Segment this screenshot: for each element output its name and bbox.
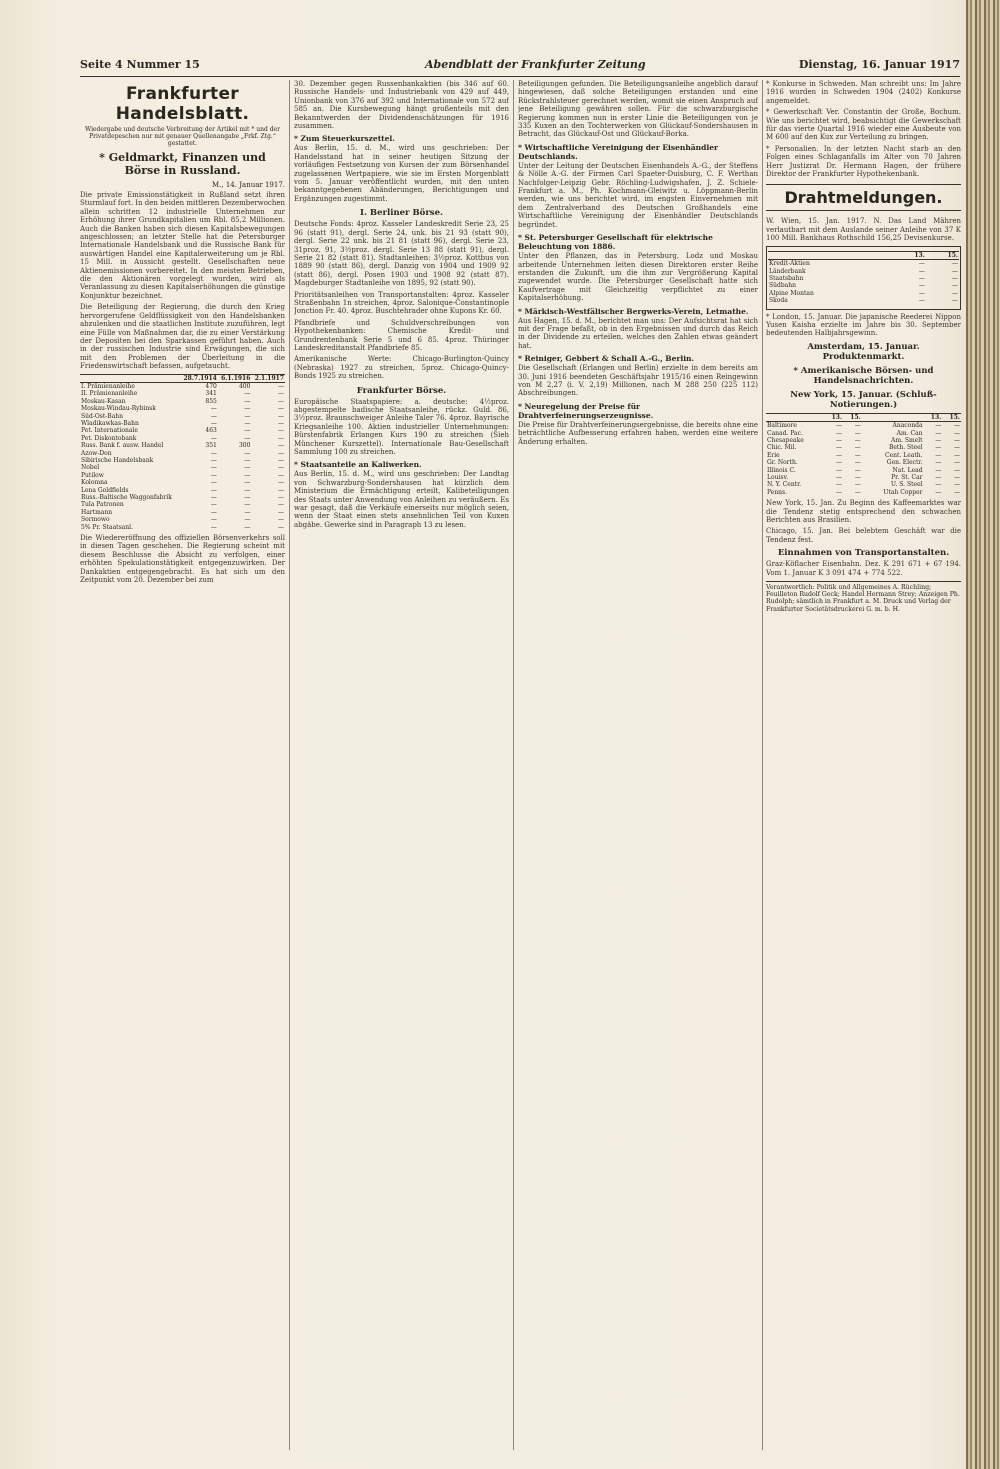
news-note: New York, 15. Jan. Zu Beginn des Kaffeemarktes war die Tendenz stetig entsprechend den schwachen Berichten aus Brasilien. [766, 499, 961, 525]
table-cell: — [244, 457, 251, 464]
table-cell: — [954, 451, 960, 459]
table-cell: — [836, 466, 843, 474]
table-row [768, 260, 959, 268]
table-cell: Russ. Bank f. ausw. Handel [81, 442, 164, 450]
table-cell: — [836, 451, 843, 459]
article-paragraph: Aus Hagen, 15. d. M., berichtet man uns: Der Aufsichtsrat hat sich mit der Frage befaßt, ob in den Ergebnissen und durch das Reich in der Dividende zu erteilen, welches den Zahlen etwas geändert hat. [518, 316, 758, 350]
table-row [80, 450, 285, 457]
table-cell: — [935, 481, 942, 489]
table-row [80, 464, 285, 471]
table-header: 28.7.1914 [180, 374, 218, 382]
table-header [862, 413, 924, 421]
table-cell: Pet. Internationale [81, 427, 138, 435]
table-cell: — [278, 405, 284, 413]
table-cell: — [210, 471, 217, 479]
table-header: 13. [924, 413, 943, 421]
table-cell: Lena Goldfields [81, 486, 129, 494]
table-cell: Cent. Leath. [885, 451, 923, 459]
drahtmeldungen-heading: Drahtmeldungen. [766, 184, 961, 211]
section-heading: Frankfurter Börse. [356, 385, 447, 396]
table-cell: Sibirische Handelsbank [81, 457, 154, 464]
table-cell: — [278, 434, 284, 442]
table-cell: — [244, 501, 251, 509]
article-dateline: M., 14. Januar 1917. [212, 181, 285, 189]
table-cell: Penns. [767, 488, 788, 496]
article-headline: * Wirtschaftliche Vereinigung der Eisenhändler Deutschlands. [518, 142, 718, 161]
table-cell: — [210, 434, 217, 442]
article-paragraph: Unter den Pflanzen, das in Petersburg, Lodz und Moskau arbeitende Unternehmen leiten diesen Direktoren erster Reihe erstanden die Zukunft, um die ihm zur Vergrößerung Kapital zugewendet wurde. Die Petersburger Gesellschaft hatte sich Kaufvertrage mit Gleichzeitig verpflichtet zu einer Kapitalserhöhung. [518, 252, 758, 303]
table-cell: — [244, 412, 251, 420]
table-cell: — [278, 397, 284, 405]
table-cell: Beth. Steel [888, 444, 923, 452]
table-cell: Am. Smelt [891, 436, 923, 444]
column-rule [762, 80, 763, 1450]
article-paragraph: Europäische Staatspapiere: a. deutsche: 4½proz. abgestempelte badische Staatsanleihe, rückz. Guld. 86, 3½proz. Braunschweiger Anleihe Taler 76. 4proz. Bayrische Kriegsanleihe 100. Aktien industrieller Unternehmungen: Bürstenfabrik Erlangen Kurs 190 zu streichen (Sieh Münchener Kurszettel). Internationale Bau-Gesellschaft Sammlung 100 zu streichen. [294, 397, 509, 457]
table-cell: Südbahn [769, 282, 796, 290]
issue-date: Dienstag, 16. Januar 1917 [798, 58, 960, 71]
article-paragraph: Prioritätsanleihen von Transportanstalten: 4proz. Kasseler Straßenbahn 1n streichen, 4proz. Salonique-Constantinople Jonction Fr. 40. 4proz. Buschtehrader ohne Kupons Kr. 60. [294, 290, 509, 316]
table-cell: Utah Copper [883, 488, 923, 496]
imprint: Verantwortlich: Politik und Allgemeines A. Rüchling; Feuilleton Rudolf Geck; Handel Hermann Strey; Anzeigen Ph. Rudolph; sämtlich in Frankfurt a. M. Druck und Verlag der Frankfurter Societätsdruckerei G. m. b. H. [766, 581, 961, 613]
table-cell: — [918, 289, 925, 297]
table-row [766, 489, 961, 496]
table-cell: — [244, 516, 251, 524]
table-row [80, 524, 285, 531]
table-cell: Gr. North. [767, 459, 798, 467]
table-row [766, 437, 961, 444]
article-paragraph: Beteiligungen gefunden. Die Beteiligungsanleihe angeblich darauf hingewiesen, daß solche Beteiligungen erstanden und eine Rückstrahlsteuer gerechnet werden, womit sie einen Anspruch auf jene Beteiligung gewähren sollen. Für die schwarzburgische Regierung kommen nun in erster Linie die Beteiligungen von je 335 Kuxen an den Tochterwerken von Glückauf-Sondershausen in Betracht, das Glückauf-Ost und Glückauf-Borka. [518, 80, 758, 139]
section-heading: Amsterdam, 15. Januar. Produktenmarkt. [807, 341, 920, 362]
newspaper-title: Abendblatt der Frankfurter Zeitung [425, 58, 646, 71]
table-cell: — [278, 390, 284, 398]
table-cell: — [952, 297, 958, 305]
table-row [80, 472, 285, 479]
table-cell: — [954, 466, 960, 474]
table-row [766, 430, 961, 437]
masthead-note: Wiedergabe und deutsche Verbreitung der Artikel mit * und der Privatdepeschen nur mit genauer Quellenangabe „Frkf. Ztg.“ gestattet. [85, 126, 280, 147]
table-row [766, 422, 961, 430]
table-row [80, 435, 285, 442]
table-row [80, 457, 285, 464]
column-rule [289, 80, 290, 1450]
table-row [766, 474, 961, 481]
table-cell: — [935, 466, 942, 474]
table-cell: — [244, 479, 251, 487]
table-row [80, 516, 285, 523]
table-row [766, 467, 961, 474]
table-cell: Alpine Montan [769, 289, 814, 297]
table-header [766, 413, 824, 421]
table-row [80, 413, 285, 420]
page-number-label: Seite 4 Nummer 15 [80, 58, 200, 71]
section-heading: * Amerikanische Börsen- und Handelsnachrichten. [793, 365, 934, 386]
news-note: Graz-Köflacher Eisenbahn. Dez. K 291 671 + 67 194. Vom 1. Januar K 3 091 474 + 774 522. [766, 560, 961, 577]
wien-table-frame [766, 246, 961, 310]
article-headline: * Staatsanteile an Kaliwerken. [294, 460, 422, 470]
table-cell: Tula Patronen [81, 501, 124, 509]
table-cell: — [935, 422, 942, 430]
table-cell: — [836, 459, 843, 467]
table-cell: — [210, 464, 217, 472]
table-cell: — [935, 488, 942, 496]
table-cell: — [244, 494, 251, 502]
table-row [766, 444, 961, 451]
table-cell: — [952, 282, 958, 290]
table-cell: — [836, 436, 843, 444]
article-headline: * Reiniger, Gebbert & Schall A.-G., Berlin. [518, 354, 695, 364]
table-cell: — [954, 422, 960, 430]
table-cell: 470 [205, 382, 217, 390]
table-header: 2.1.1917 [251, 374, 285, 382]
table-cell: Chesapeake [767, 436, 804, 444]
table-cell: 400 [238, 382, 251, 390]
article-paragraph: Aus Berlin, 15. d. M., wird uns geschrieben: Der Handelsstand hat in seiner heutigen Sitzung der vorläufigen Festsetzung von Kursen der zum Börsenhandel zugelassenen Wertpapiere, wie sie im Ersten Morgenblatt vom 5. Januar veröffentlicht wurden, mit den unten bekanntgegebenen Abänderungen, Berichtigungen und Ergänzungen zugestimmt. [294, 144, 509, 203]
new-york-quotes-table [766, 413, 961, 496]
news-note: * London, 15. Januar. Die japanische Reederei Nippon Yusen Kaisha erzielte im Jahre bis 30. September bedeutenden Halbjahrsgewinn. [766, 312, 961, 338]
table-cell: — [935, 451, 942, 459]
table-cell: — [918, 274, 925, 282]
table-cell: Hartmann [81, 508, 113, 516]
table-cell: — [278, 382, 284, 390]
table-cell: — [210, 523, 217, 531]
table-cell: — [244, 419, 251, 427]
table-cell: — [854, 429, 861, 437]
article-paragraph: 30. Dezember gegen Russenbankaktien (bis 346 auf 60. Russische Handels- und Industriebank von 429 auf 449, Unionbank von 376 auf 392 und Internationale von 572 auf 585 an. Die Kursbewegung hängt großenteils mit den Bekanntwerden der Dividendenschätzungen für 1916 zusammen. [294, 80, 509, 131]
table-cell: — [244, 390, 251, 398]
table-cell: Louisv. [767, 474, 789, 481]
table-cell: — [918, 297, 925, 305]
table-cell: — [935, 444, 942, 452]
table-cell: — [836, 429, 843, 437]
page-header [80, 54, 960, 77]
table-cell: — [210, 449, 217, 457]
table-cell: — [954, 474, 960, 481]
table-cell: Moskau-Windau-Rybinsk [81, 405, 156, 413]
article-paragraph: Amerikanische Werte: Chicago-Burlington-Quincy (Nebraska) 1927 zu streichen, 5proz. Chicago-Quincy-Bonds 1925 zu streichen. [294, 355, 509, 381]
table-cell: — [244, 449, 251, 457]
news-note: Chicago, 15. Jan. Bei belebtem Geschäft war die Tendenz fest. [766, 527, 961, 544]
table-cell: I. Prämienanleihe [81, 382, 135, 390]
table-cell: — [854, 481, 861, 489]
table-cell: — [244, 523, 251, 531]
table-cell: 855 [205, 397, 217, 405]
table-cell: — [210, 516, 217, 524]
table-cell: Erie [767, 451, 780, 459]
table-cell: 5% Pr. Staatsanl. [81, 523, 133, 531]
table-row [766, 459, 961, 466]
table-row [768, 268, 959, 275]
column-1 [80, 80, 285, 1450]
table-cell: — [278, 457, 284, 464]
table-cell: Süd-Ost-Bahn [81, 412, 123, 420]
table-cell: — [278, 501, 284, 509]
table-header: 15. [942, 413, 961, 421]
table-cell: Kolomna [81, 479, 108, 487]
table-cell: Skoda [769, 297, 788, 305]
table-cell: Illinois C. [767, 466, 796, 474]
table-cell: — [918, 282, 925, 290]
table-row [80, 509, 285, 516]
table-cell: — [210, 412, 217, 420]
table-cell: Nobel [81, 464, 100, 472]
table-cell: — [278, 508, 284, 516]
table-cell: Kredit-Aktien [769, 260, 810, 268]
table-cell: — [952, 260, 958, 268]
article-paragraph: Pfandbriefe und Schuldverschreibungen von Hypothekenbanken: Chemische Kredit- und Grundrentenbank Serie 5 und 6 85. 4proz. Thüringer Landeskreditanstalt Pfandbriefe 85. [294, 318, 509, 352]
table-row [80, 420, 285, 427]
table-cell: — [952, 289, 958, 297]
table-row [80, 501, 285, 508]
article-headline: * Geldmarkt, Finanzen und Börse in Russland. [99, 151, 266, 177]
table-cell: Am. Can [896, 429, 923, 437]
article-headline: * Zum Steuerkurszettel. [294, 134, 395, 144]
table-row [80, 405, 285, 412]
table-row [766, 452, 961, 459]
table-cell: Gen. Electr. [886, 459, 923, 467]
table-cell: — [210, 479, 217, 487]
table-cell: — [278, 479, 284, 487]
table-cell: — [244, 397, 251, 405]
page-binding-edge [966, 0, 1000, 1469]
table-cell: — [244, 434, 251, 442]
section-heading: I. Berliner Börse. [360, 208, 443, 219]
article-paragraph: Unter der Leitung der Deutschen Eisenhandels A.-G., der Steffens & Nölle A.-G. der Firmen Carl Spaeter-Duisburg, C. F. Werthan Nachfolger-Leipzig Gebr. Röchling-Ludwigshafen, J. Z. Schiele-Frankfurt a. M., Ph. Kochmann-Gleiwitz u. Löppmann-Berlin werden, wie uns berichtet wird, im engsten Einvernehmen mit dem Zentralverband des Deutschen Großhandels eine Wirtschaftliche Vereinigung der Eisenhändler Deutschlands begründet. [518, 161, 758, 229]
table-cell: — [854, 466, 861, 474]
table-cell: — [210, 508, 217, 516]
table-cell: — [244, 405, 251, 413]
table-cell: Canad. Pac. [767, 429, 803, 437]
table-cell: — [954, 429, 960, 437]
table-cell: — [278, 523, 284, 531]
table-row [80, 487, 285, 494]
article-headline: * Märkisch-Westfälischer Bergwerks-Verein, Letmathe. [518, 306, 749, 316]
table-header [80, 374, 180, 382]
table-cell: — [278, 494, 284, 502]
table-cell: — [210, 419, 217, 427]
table-cell: — [954, 459, 960, 467]
table-cell: Pet. Diskontobank [81, 434, 137, 442]
table-cell: — [278, 464, 284, 472]
table-cell: — [954, 444, 960, 452]
table-cell: — [244, 508, 251, 516]
article-headline: * St. Petersburger Gesellschaft für elektrische Beleuchtung von 1886. [518, 233, 713, 252]
table-cell: — [954, 436, 960, 444]
table-cell: Anaconda [892, 422, 923, 430]
table-cell: Chic. Mil. [767, 444, 797, 452]
table-row [768, 297, 959, 304]
article-paragraph: Die Preise für Drahtverfeinerungsergebnisse, die bereits ohne eine beträchtliche Aufbesserung erfahren haben, werden eine weitere Änderung erhalten. [518, 420, 758, 446]
table-cell: — [244, 486, 251, 494]
table-cell: — [278, 471, 284, 479]
table-cell: 300 [238, 442, 251, 450]
table-row [80, 494, 285, 501]
column-rule [513, 80, 514, 1450]
table-header [768, 251, 893, 259]
article-paragraph: Die Beteiligung der Regierung, die durch den Krieg hervorgerufene Geldflüssigkeit von den Handelsbanken abzulenken und die staatlichen Institute zuzuführen, legt eine Fülle von Maßnahmen dar, die zu einer Verstärkung der Depositen bei den Sparkassen geführt haben. Auch in der russischen Industrie sind Erwägungen, die sich mit den Problemen der Überleitung in die Friedenswirtschaft befassen, aufgetaucht. [80, 303, 285, 371]
table-cell: — [278, 427, 284, 435]
table-cell: U. S. Steel [890, 481, 923, 489]
table-cell: 351 [205, 442, 217, 450]
table-cell: Länderbank [769, 267, 806, 275]
table-cell: — [244, 464, 251, 472]
table-cell: — [935, 474, 942, 481]
table-cell: — [954, 488, 960, 496]
column-3 [518, 80, 758, 1450]
table-cell: — [210, 486, 217, 494]
table-header: 13. [893, 251, 926, 259]
news-note: * Konkurse in Schweden. Man schreibt uns: Im Jahre 1916 wurden in Schweden 1904 (2402) Konkurse angemeldet. [766, 80, 961, 105]
table-cell: — [952, 267, 958, 275]
table-row [80, 390, 285, 397]
table-cell: 341 [205, 390, 217, 398]
table-row [768, 275, 959, 282]
table-cell: Azow-Don [81, 449, 112, 457]
table-cell: — [854, 444, 861, 452]
column-4 [766, 80, 961, 1450]
table-row [80, 479, 285, 486]
table-cell: — [854, 451, 861, 459]
table-cell: — [836, 488, 843, 496]
column-2 [294, 80, 509, 1450]
table-cell: Nat. Lead [892, 466, 923, 474]
table-cell: Baltimore [767, 422, 797, 430]
table-cell: Moskau-Kasan [81, 397, 126, 405]
table-cell: — [278, 412, 284, 420]
table-cell: — [952, 274, 958, 282]
article-paragraph: Die Gesellschaft (Erlangen und Berlin) erzielte in dem bereits am 30. Juni 1916 beendeten Geschäftsjahr 1915/16 einen Reingewinn von M 2,27 (i. V. 2,19) Millionen, nach M 288 250 (225 112) Abschreibungen. [518, 364, 758, 398]
table-cell: Wladikawkas-Bahn [81, 419, 139, 427]
table-cell: — [836, 481, 843, 489]
article-paragraph: Deutsche Fonds: 4proz. Kasseler Landeskredit Serie 23, 25 96 (statt 91), dergl. Serie 24, unk. bis 21 93 (statt 90), dergl. Serie 22 unk. bis 21 81 (statt 96), dergl. Serie 23, 31proz. 91, 3½proz. dergl. Serie 13 88 (statt 91), dergl. Serie 21 82 (statt 81). Stadtanleihen: 3½proz. Kottbus von 1889 90 (statt 86), dergl. Danzig von 1904 und 1909 92 (statt 86), dergl. Posen 1903 und 1908 92 (statt 87). Magdeburger Stadtanleihe von 1895, 92 (statt 90). [294, 220, 509, 288]
table-cell: — [854, 488, 861, 496]
table-cell: Russ.-Baltische Waggonfabrik [81, 494, 172, 502]
table-row [768, 282, 959, 289]
table-row [80, 382, 285, 390]
table-header: 15. [926, 251, 959, 259]
table-cell: — [278, 419, 284, 427]
table-cell: — [278, 486, 284, 494]
table-row [766, 481, 961, 488]
table-cell: — [854, 422, 861, 430]
table-cell: Sormowo [81, 516, 110, 524]
table-cell: — [836, 422, 843, 430]
table-cell: — [918, 267, 925, 275]
table-cell: — [210, 457, 217, 464]
table-header: 15. [843, 413, 862, 421]
table-cell: — [935, 459, 942, 467]
table-cell: — [278, 442, 284, 450]
article-paragraph: Die Wiedereröffnung des offiziellen Börsenverkehrs soll in diesen Tagen geschehen. Die Regierung scheint mit diesem Beschlusse die Absicht zu verfolgen, einer erhöhten Spekulationstätigkeit entgegenzuwirken. Der Dankaktien entgegengebracht. Es hat sich um den Zeitpunkt vom 20. Dezember bei zum [80, 534, 285, 585]
table-row [80, 398, 285, 405]
table-cell: — [836, 474, 843, 481]
price-table [80, 374, 285, 532]
table-cell: — [210, 405, 217, 413]
article-paragraph: Die private Emissionstätigkeit in Rußland setzt ihren Sturmlauf fort. In den beiden mittleren Dezemberwochen allein schritten 12 industrielle Unternehmen zur Erhöhung ihrer Grundkapitalien um Rbl. 85,2 Millionen. Auch die Banken haben sich diesen Kapitalsbewegungen angeschlossen; an letzter Stelle hat die Petersburger Internationale Handelsbank und die Russische Bank für auswärtigen Handel eine Kapitalerweiterung um je Rbl. 15 Mill. in Aussicht gestellt. Gesellschaften neue Aktienemissionen vorbereitet. In den meisten Betrieben, die den Aktionären vorgelegt wurden, wird als Veranlassung zu diesen Kapitalserhöhungen die günstige Konjunktur bezeichnet. [80, 191, 285, 300]
table-cell: 463 [205, 427, 217, 435]
article-paragraph: Aus Berlin, 15. d. M., wird uns geschrieben: Der Landtag von Schwarzburg-Sondershausen hat kürzlich dem Ministerium die Ermächtigung erteilt, Kalibeteiligungen des Staats unter Anwendung von Anleihen zu veräußern. Es war gesagt, daß die Verkäufe einerseits nur möglich seien, wenn der Staat einen stets ansehnlichen Teil von Kuxen abgäbe. Gewerke sind in Paragraph 13 zu lesen. [294, 470, 509, 529]
table-row [80, 427, 285, 434]
table-cell: — [854, 459, 861, 467]
article-headline: * Neuregelung der Preise für Drahtverfeinerungserzeugnisse. [518, 401, 654, 420]
news-note: W. Wien, 15. Jan. 1917. N. Das Land Mähren verlautbart mit dem Auslande seiner Anleihe von 37 K 100 Mill. Bankhaus Rothschild 156,25 Devisenkurse. [766, 217, 961, 243]
table-cell: Putilow [81, 471, 104, 479]
section-heading: New York, 15. Januar. (Schluß-Notierungen.) [790, 389, 937, 410]
wien-price-table [768, 251, 959, 305]
news-note: * Gewerkschaft Ver. Constantin der Große, Bochum. Wie uns berichtet wird, beabsichtigt die Gewerkschaft für das vierte Quartal 1916 wieder eine Ausbeute von M 600 auf den Kux zur Verteilung zu bringen. [766, 108, 961, 142]
table-cell: N. Y. Centr. [767, 481, 802, 489]
table-cell: — [244, 471, 251, 479]
table-cell: — [836, 444, 843, 452]
news-note: * Personalien. In der letzten Nacht starb an den Folgen eines Schlaganfalls im Alter von 70 Jahren Herr Justizrat Dr. Hermann Hagen, der frühere Direktor der Frankfurter Hypothekenbank. [766, 144, 961, 179]
table-header: 6.1.1916 [218, 374, 252, 382]
table-cell: — [854, 436, 861, 444]
table-row [80, 442, 285, 449]
section-heading: Einnahmen von Transportanstalten. [777, 548, 950, 559]
table-header: 13. [824, 413, 843, 421]
table-cell: — [278, 449, 284, 457]
table-cell: — [918, 260, 925, 268]
table-row [768, 290, 959, 297]
table-cell: — [935, 436, 942, 444]
table-cell: — [278, 516, 284, 524]
table-cell: — [954, 481, 960, 489]
table-cell: — [935, 429, 942, 437]
table-cell: — [210, 501, 217, 509]
table-cell: — [244, 427, 251, 435]
section-masthead: Frankfurter Handelsblatt. [115, 84, 250, 124]
table-cell: — [210, 494, 217, 502]
table-cell: Staatsbahn [769, 274, 804, 282]
table-cell: — [854, 474, 861, 481]
table-cell: Pr. St. Car [891, 474, 923, 481]
table-cell: II. Prämienanleihe [81, 390, 138, 398]
